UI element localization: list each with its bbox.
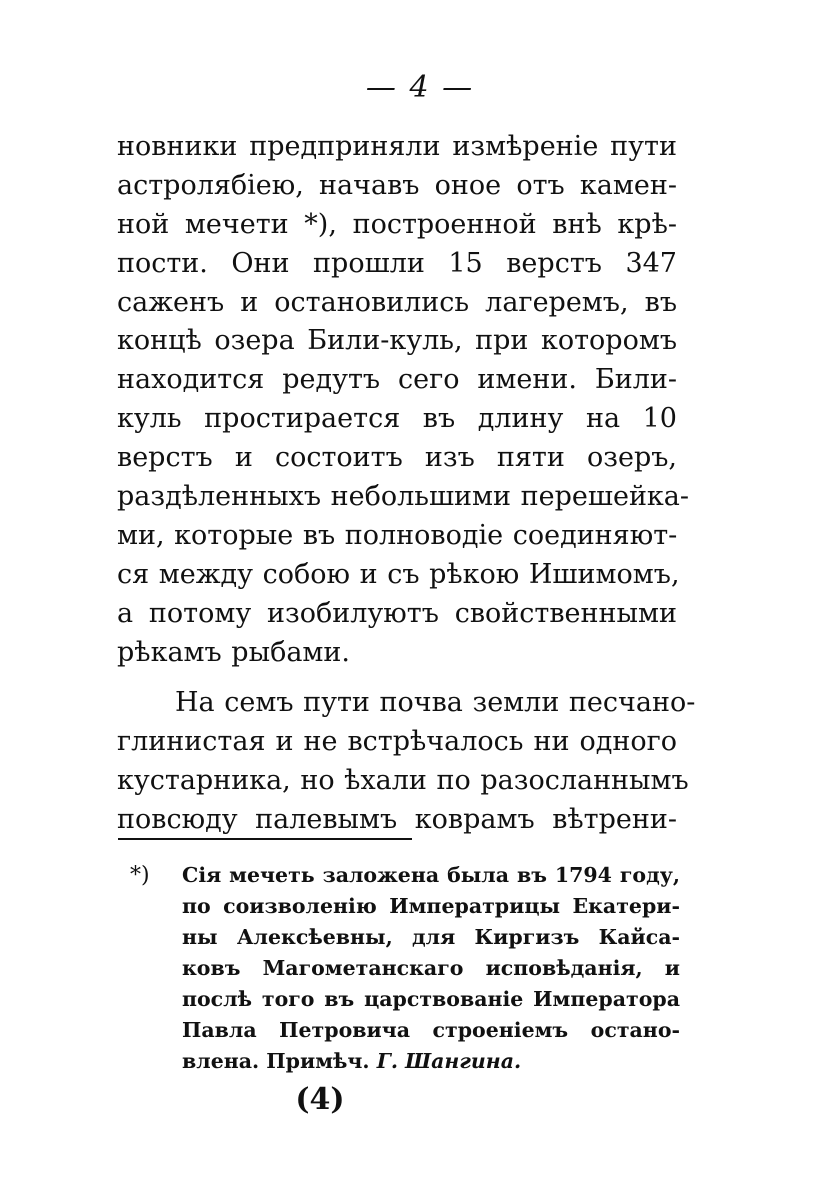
footnote-line: Сія мечеть заложена была въ 1794 году, (182, 863, 680, 887)
text-line: На семъ пути почва земли песчано- (175, 687, 696, 719)
footnote-attribution: Г. Шангина. (376, 1049, 522, 1073)
text-line: находится редутъ сего имени. Били- (117, 364, 677, 396)
text-line: верстъ и состоитъ изъ пяти озеръ, (117, 442, 677, 474)
text-line: раздѣленныхъ небольшими перешейка- (117, 481, 690, 513)
footnote-line: ны Алексѣевны, для Киргизъ Кайса- (182, 925, 680, 949)
footnote-rule (118, 838, 412, 840)
text-line: а потому изобилуютъ свойственными (117, 597, 677, 629)
text-line: ной мечети *), построенной внѣ крѣ- (117, 208, 677, 240)
text-line: ми, которые въ полноводіе соединяют- (117, 519, 678, 551)
paragraph (117, 128, 690, 672)
footnote-text (182, 860, 680, 1077)
footnote-line: ковъ Магометанскаго исповѣданія, и (182, 956, 680, 980)
footnote-marker: *) (130, 863, 150, 888)
text-line: новники предприняли измѣреніе пути (117, 131, 677, 162)
text-line: кустарника, но ѣхали по разосланнымъ (117, 765, 689, 797)
page-number: — 4 — (365, 70, 475, 105)
footnote-line: послѣ того въ царствованіе Императора (182, 987, 680, 1011)
text-line: астролябіею, начавъ оное отъ камен- (117, 169, 677, 201)
text-line: концѣ озера Били-куль, при которомъ (117, 325, 677, 357)
text-line: повсюду палевымъ коврамъ вѣтрени- (117, 804, 677, 836)
main-text (117, 128, 696, 840)
text-line: куль простирается въ длину на 10 (117, 403, 677, 435)
footnote-line (182, 1046, 680, 1077)
signature-mark: (4) (295, 1082, 345, 1117)
paragraph-gap (117, 672, 677, 684)
text-line: рѣкамъ рыбами. (117, 636, 351, 668)
paragraph (117, 684, 696, 840)
text-line: саженъ и остановились лагеремъ, въ (117, 286, 677, 318)
text-line: ся между собою и съ рѣкою Ишимомъ, (117, 558, 680, 590)
footnote-last-text: влена. Примѣч. (182, 1049, 370, 1073)
text-line: глинистая и не встрѣчалось ни одного (117, 726, 677, 758)
footnote-line: Павла Петровича строеніемъ остано- (182, 1018, 680, 1042)
text-line: пости. Они прошли 15 верстъ 347 (117, 247, 677, 279)
footnote-line: по соизволенію Императрицы Екатери- (182, 894, 680, 918)
